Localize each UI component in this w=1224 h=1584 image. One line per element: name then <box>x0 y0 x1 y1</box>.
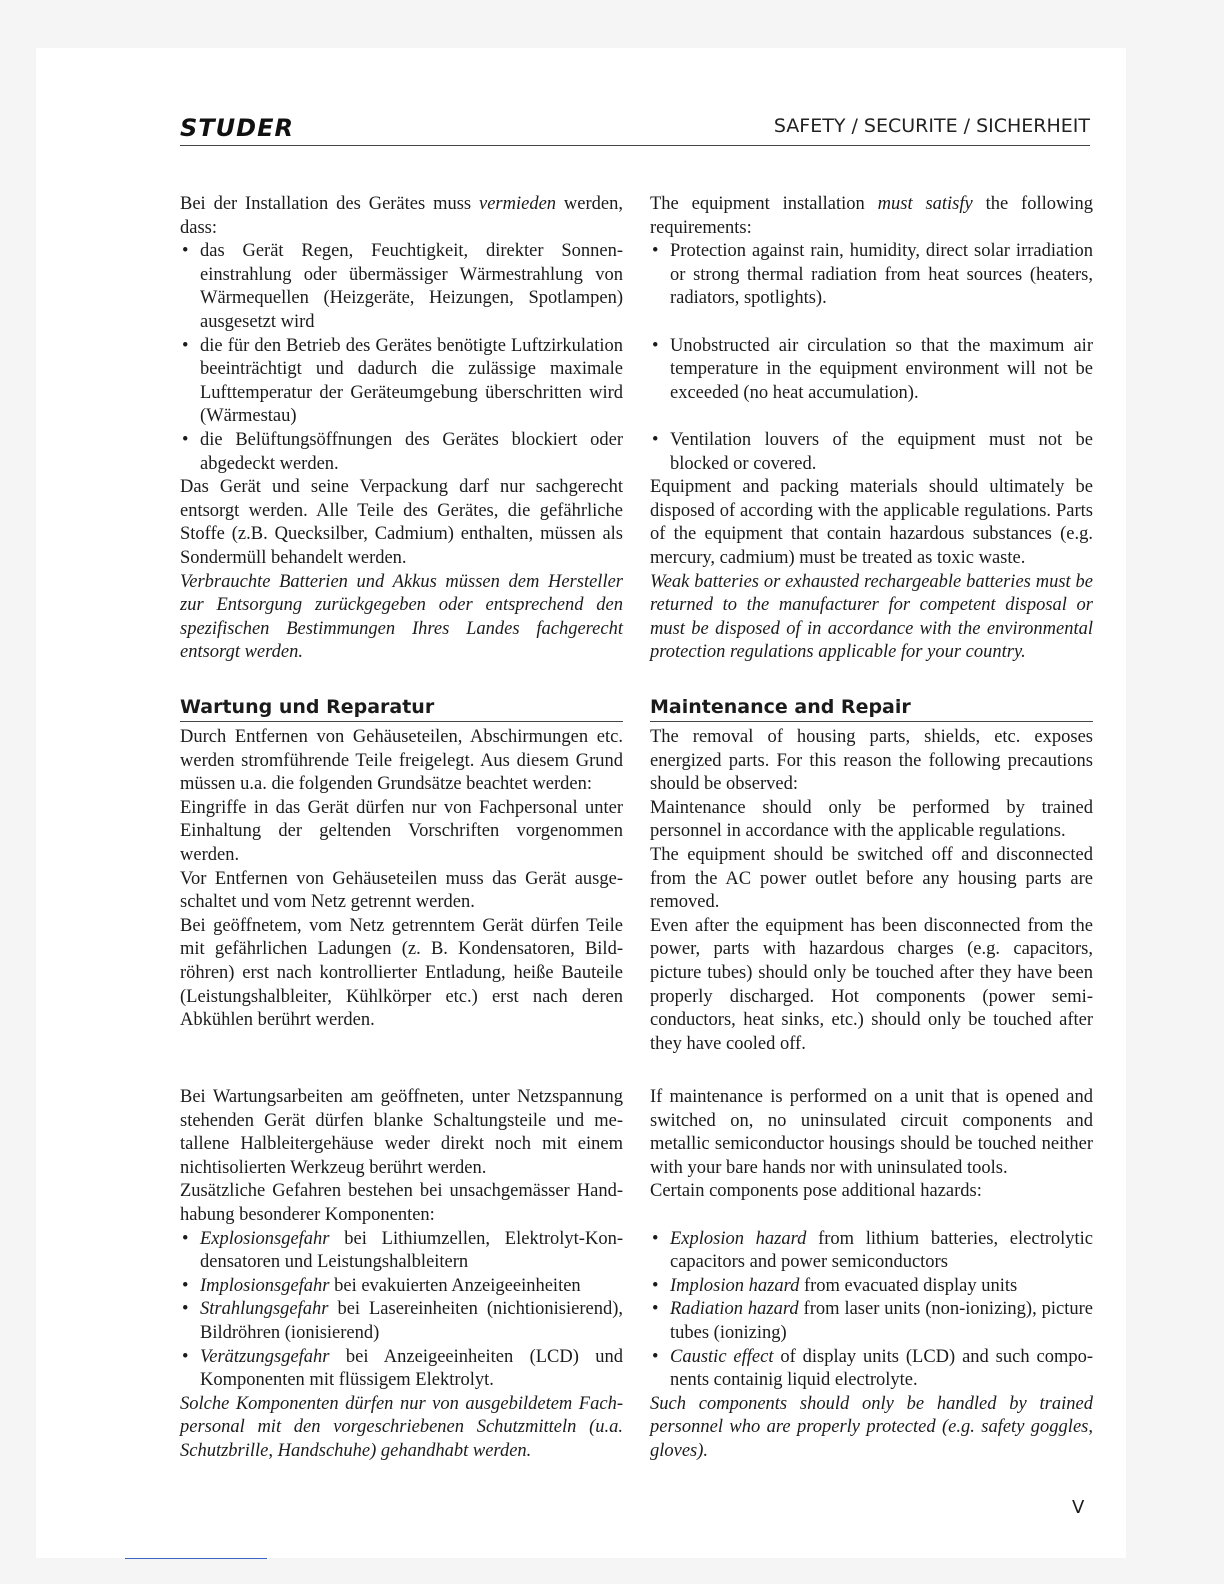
english-maint-p2: The equipment should be switched off and disconnected from the AC power outlet before any housing parts are removed. <box>650 844 1093 913</box>
list-item: • Explosionsgefahr bei Lithiumzellen, Elektrolyt-Kondensatoren und Leistungshalbleitern <box>180 1228 623 1275</box>
german-install-intro: Bei der Installation des Gerätes muss vermieden werden, dass: <box>180 194 623 238</box>
english-maintenance-heading: Maintenance and Repair <box>650 694 1093 722</box>
german-maintenance-section <box>180 694 623 1033</box>
german-maintenance-heading: Wartung und Reparatur <box>180 694 623 722</box>
german-maint-p4: Bei Wartungsarbeiten am geöffneten, unter Netzspannung stehenden Gerät dürfen blanke Schaltungsteile und metallene Halbleitergehäuse weder direkt noch mit einem nichtisolierten Werkzeug berührt werden. <box>180 1087 623 1178</box>
english-maint-intro: The removal of housing parts, shields, etc. exposes energized parts. For this reason the following precautions should be observed: <box>650 727 1093 795</box>
footer-rule <box>125 1558 267 1559</box>
english-maint-p4: If maintenance is performed on a unit that is opened and switched on, no uninsulated circuit components and metallic semiconductor housings should be touched neither with your bare hands nor with uninsulated tools. <box>650 1087 1093 1178</box>
german-maint-intro: Durch Entfernen von Gehäuseteilen, Abschirmungen etc. werden stromführende Teile freigelegt. Aus diesem Grund müssen u.a. die folgenden Grundsätze beachtet werden: <box>180 727 623 795</box>
studer-logo: STUDER <box>180 114 294 142</box>
german-maint-p5: Zusätzliche Gefahren bestehen bei unsachgemässer Handhabung besonderer Komponenten: <box>180 1181 623 1225</box>
english-maintenance-section <box>650 694 1093 1056</box>
list-item: • Protection against rain, humidity, direct solar irradiation or strong thermal radiation from heat sources (heaters, radiators, spotlights). <box>650 240 1093 311</box>
list-item: • Implosionsgefahr bei evakuierten Anzeigeeinheiten <box>180 1275 623 1299</box>
english-maint-p5: Certain components pose additional hazards: <box>650 1181 982 1202</box>
english-install-list <box>650 240 1093 476</box>
german-disposal-text: Das Gerät und seine Verpackung darf nur sachgerecht entsorgt werden. Alle Teile des Gerätes, die gefährliche Stoffe (z.B. Quecksilber, Cadmium) enthalten, müssen als Sondermüll behandelt werden. <box>180 477 623 568</box>
list-item: • Unobstructed air circulation so that the maximum air temperature in the equipment environment will not be exceeded (no heat accumulation). <box>650 335 1093 406</box>
list-item: • Strahlungsgefahr bei Lasereinheiten (nichtionisierend), Bildröhren (ionisierend) <box>180 1298 623 1345</box>
list-item: • Explosion hazard from lithium batteries, electrolytic capacitors and power semiconductors <box>650 1228 1093 1275</box>
english-hazard-section <box>650 1086 1093 1464</box>
english-maint-p3: Even after the equipment has been disconnected from the power, parts with hazardous charges (e.g. capacitors, picture tubes) should only be touched after they have been properly discharged. Hot components (power semiconductors, heat sinks, etc.) should only be touched after they have cooled off. <box>650 915 1093 1054</box>
list-item: • Caustic effect of display units (LCD) and such components containig liquid electrolyte. <box>650 1346 1093 1393</box>
list-item: • Ventilation louvers of the equipment must not be blocked or covered. <box>650 429 1093 476</box>
german-install-list <box>180 240 623 476</box>
german-maint-p3: Bei geöffnetem, vom Netz getrenntem Gerät dürfen Teile mit gefährlichen Ladungen (z. B. Kondensatoren, Bildröhren) erst nach kontrollierter Entladung, heiße Bauteile (Leistungshalbleiter, Kühlkörper etc.) erst nach deren Abkühlen berührt werden. <box>180 915 623 1031</box>
english-maint-p1: Maintenance should only be performed by trained personnel in accordance with the applicable regulations. <box>650 797 1093 842</box>
english-disposal-text: Equipment and packing materials should ultimately be disposed of according with the applicable regulations. Parts of the equipment that contain hazardous substances (e.g. mercury, cadmium) must be treated as toxic waste. <box>650 477 1093 568</box>
german-maint-p2: Vor Entfernen von Gehäuseteilen muss das Gerät ausgeschaltet und vom Netz getrennt werden. <box>180 868 623 913</box>
english-install-section <box>650 193 1093 665</box>
list-item: • die Belüftungsöffnungen des Gerätes blockiert oder abgedeckt werden. <box>180 429 623 476</box>
list-item: • Implosion hazard from evacuated display units <box>650 1275 1093 1299</box>
german-maint-p1: Eingriffe in das Gerät dürfen nur von Fachpersonal unter Einhaltung der geltenden Vorschriften vorgenommen werden. <box>180 797 623 865</box>
english-battery-text: Weak batteries or exhausted rechargeable batteries must be returned to the manufacturer for competent disposal or must be disposed of in accordance with the environmental protection regulations applicable for your country. <box>650 571 1093 663</box>
list-item: • Radiation hazard from laser units (non-ionizing), picture tubes (ionizing) <box>650 1298 1093 1345</box>
list-item: • das Gerät Regen, Feuchtigkeit, direkter Sonneneinstrahlung oder übermässiger Wärmestrahlung von Wärmequellen (Heizgeräte, Heizungen, Spotlampen) ausgesetzt wird <box>180 240 623 334</box>
english-install-intro: The equipment installation must satisfy the following requirements: <box>650 194 1093 238</box>
header-divider <box>180 145 1090 146</box>
german-hazard-section <box>180 1086 623 1464</box>
english-hazard-list <box>650 1228 1093 1393</box>
english-closing-text: Such components should only be handled by trained personnel who are properly protected (e.g. safety goggles, gloves). <box>650 1393 1093 1461</box>
page-header-title: SAFETY / SECURITE / SICHERHEIT <box>773 115 1090 137</box>
german-hazard-list <box>180 1228 623 1393</box>
page-number: V <box>1072 1497 1085 1518</box>
list-item: • die für den Betrieb des Gerätes benötigte Luftzirkulation beeinträchtigt und dadurch die zulässige maximale Lufttemperatur der Geräteumgebung überschritten wird (Wärmestau) <box>180 335 623 429</box>
german-install-section <box>180 193 623 665</box>
german-battery-text: Verbrauchte Batterien und Akkus müssen dem Hersteller zur Entsorgung zurückgegeben oder entsprechend den spezifischen Bestimmungen Ihres Landes fachgerecht entsorgt werden. <box>180 571 623 663</box>
list-item: • Verätzungsgefahr bei Anzeigeeinheiten (LCD) und Komponenten mit flüssigem Elektrolyt. <box>180 1346 623 1393</box>
german-closing-text: Solche Komponenten dürfen nur von ausgebildetem Fachpersonal mit den vorgeschriebenen Schutzmitteln (u.a. Schutzbrille, Handschuhe) gehandhabt werden. <box>180 1393 623 1461</box>
